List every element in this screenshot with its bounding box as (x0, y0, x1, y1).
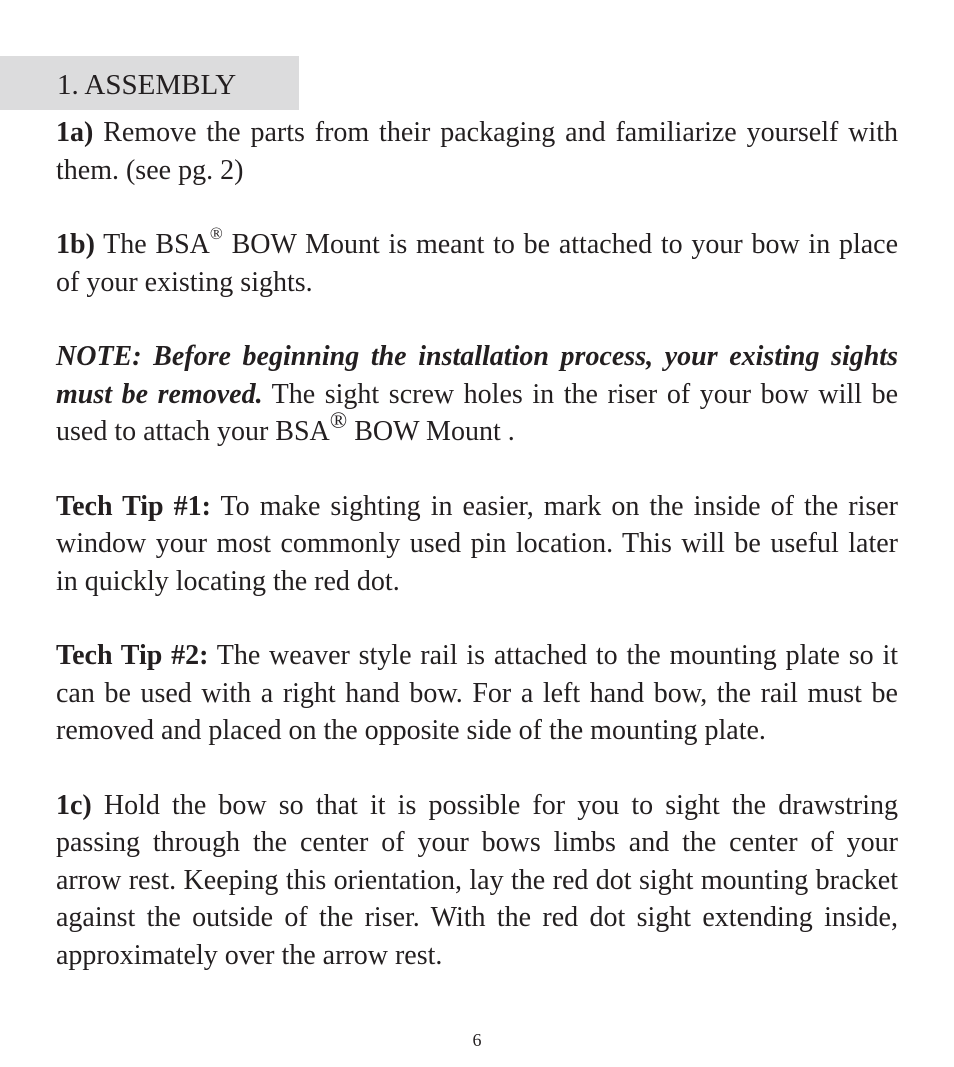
step-1a-label: 1a) (56, 117, 94, 148)
section-title: 1. ASSEMBLY (57, 69, 237, 101)
step-1a-text: Remove the parts from their packaging and familiarize yourself with them. (see pg. 2) (56, 117, 898, 186)
registered-mark: ® (209, 223, 223, 243)
tech-tip-1 (56, 488, 898, 601)
step-1b-label: 1b) (56, 229, 95, 260)
note-paragraph (56, 338, 898, 451)
step-1c (56, 787, 898, 975)
step-1b-text-before: The BSA (94, 229, 210, 260)
note-label: NOTE: Before beginning the installation process, your existing sights must be removed. (56, 341, 898, 410)
step-1a (56, 114, 898, 189)
tech-tip-1-label: Tech Tip #1: (56, 490, 211, 522)
registered-mark: ® (329, 407, 348, 433)
tech-tip-2 (56, 637, 898, 750)
page-number: 6 (472, 1030, 482, 1050)
step-1b (56, 223, 899, 301)
tech-tip-2-text: The weaver style rail is attached to the mounting plate so it can be used with a right hand bow. For a left hand bow, the rail must be removed and placed on the opposite side of the mounting plate. (56, 640, 898, 746)
step-1b-text-after: BOW Mount is meant to be attached to your bow in place of your existing sights. (56, 229, 899, 298)
tech-tip-1-text: To make sighting in easier, mark on the inside of the riser window your most commonly used pin location. This will be useful later in quickly locating the red dot. (56, 490, 898, 597)
assembly-instructions (56, 112, 898, 1011)
step-1c-label: 1c) (56, 789, 92, 821)
step-1c-text: Hold the bow so that it is possible for you to sight the drawstring passing through the center of your bows limbs and the center of your arrow rest. Keeping this orientation, lay the red dot sight mounting bracket against the outside of the riser. With the red dot sight extending inside, approximately over the arrow rest. (56, 789, 898, 971)
tech-tip-2-label: Tech Tip #2: (56, 640, 209, 671)
note-text-after: BOW Mount . (347, 416, 515, 447)
note-text-before: The sight screw holes in the riser of your bow will be used to attach your BSA (56, 378, 898, 447)
